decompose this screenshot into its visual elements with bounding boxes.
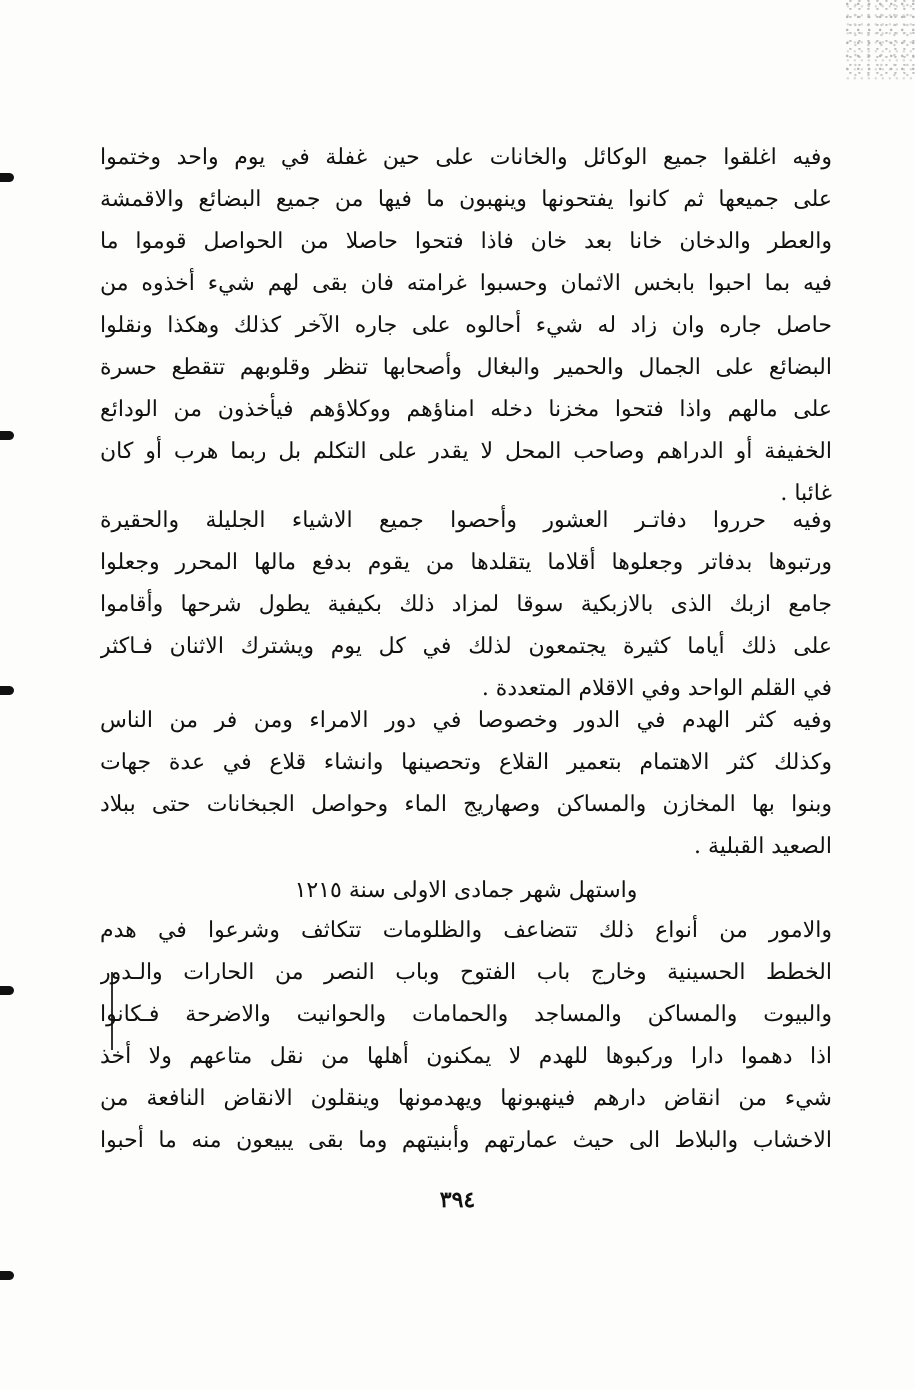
binding-mark <box>0 986 14 995</box>
paragraph-husayniyya-demolition <box>100 910 832 1162</box>
text-line: وفيه حرروا دفاتـر العشور وأحصوا جميع الاشياء الجليلة والحقيرة <box>100 508 832 533</box>
text-line: على جميعها ثم كانوا يفتحونها وينهبون ما فيها من جميع البضائع والاقمشة <box>100 187 832 212</box>
text-line: اذا دهموا دارا وركبوها للهدم لا يمكنون أهلها من نقل متاعهم ولا أخذ <box>100 1044 832 1069</box>
text-line: والعطر والدخان خانا بعد خان فاذا فتحوا حاصلا من الحواصل قوموا ما <box>100 229 832 254</box>
text-line: الخطط الحسينية وخارج باب الفتوح وباب النصر من الحارات والـدور <box>100 960 832 985</box>
text-line: البضائع على الجمال والحمير والبغال وأصحابها تنظر وقلوبهم تتقطع حسرة <box>100 355 832 380</box>
text-line: غائبا . <box>780 481 832 506</box>
text-line: جامع ازبك الذى بالازبكية سوقا لمزاد ذلك بكيفية يطول شرحها وأقاموا <box>100 592 832 617</box>
paper-speckle <box>845 0 915 80</box>
binding-mark <box>0 1271 14 1280</box>
text-line: والامور من أنواع ذلك تتضاعف والظلومات تتكاثف وشرعوا في هدم <box>100 918 832 943</box>
text-line: الاخشاب والبلاط الى حيث عمارتهم وأبنيتهم وما بقى يبيعون منه ما أحبوا <box>100 1128 832 1153</box>
page-number: ٣٩٤ <box>439 1187 476 1213</box>
binding-mark <box>0 431 14 440</box>
paragraph-demolitions <box>100 700 832 868</box>
text-line: وفيه اغلقوا جميع الوكائل والخانات على حين غفلة في يوم واحد وختموا <box>100 145 832 170</box>
text-line: شيء من انقاض دارهم فينهبونها ويهدمونها وينقلون الانقاض النافعة من <box>100 1086 832 1111</box>
paragraph-tithe-registers <box>100 500 832 710</box>
text-line: وفيه كثر الهدم في الدور وخصوصا في دور الامراء ومن فر من الناس <box>100 708 832 733</box>
text-line: حاصل جاره وان زاد له شيء أحالوه على جاره الآخر كذلك وهكذا ونقلوا <box>100 313 832 338</box>
text-line: الخفيفة أو الدراهم وصاحب المحل لا يقدر على التكلم بل ربما هرب أو كان <box>100 439 832 464</box>
text-line: وكذلك كثر الاهتمام بتعمير القلاع وتحصينها وانشاء قلاع في عدة جهات <box>100 750 832 775</box>
text-line: الصعيد القبلية . <box>694 834 832 859</box>
section-heading: واستهل شهر جمادى الاولى سنة ١٢١٥ <box>294 878 638 903</box>
binding-mark <box>0 173 14 182</box>
text-line: فيه بما احبوا بابخس الاثمان وحسبوا غرامته فان بقى لهم شيء أخذوه من <box>100 271 832 296</box>
text-line: على مالهم واذا فتحوا مخزنا دخله امناؤهم ووكلاؤهم فيأخذون من الودائع <box>100 397 832 422</box>
text-line: في القلم الواحد وفي الاقلام المتعددة . <box>481 676 832 701</box>
text-line: على ذلك أياما كثيرة يجتمعون لذلك في كل يوم ويشترك الاثنان فـاكثر <box>100 634 832 659</box>
text-line: وبنوا بها المخازن والمساكن وصهاريج الماء وحواصل الجبخانات حتى ببلاد <box>100 792 832 817</box>
text-line: والبيوت والمساكن والمساجد والحمامات والحوانيت والاضرحة فـكانوا <box>100 1002 832 1027</box>
text-line: ورتبوها بدفاتر وجعلوها أقلاما يتقلدها من يقوم بدفع مالها المحرر وجعلوا <box>100 550 832 575</box>
paragraph-closing-warehouses <box>100 137 832 515</box>
binding-mark <box>0 686 14 695</box>
